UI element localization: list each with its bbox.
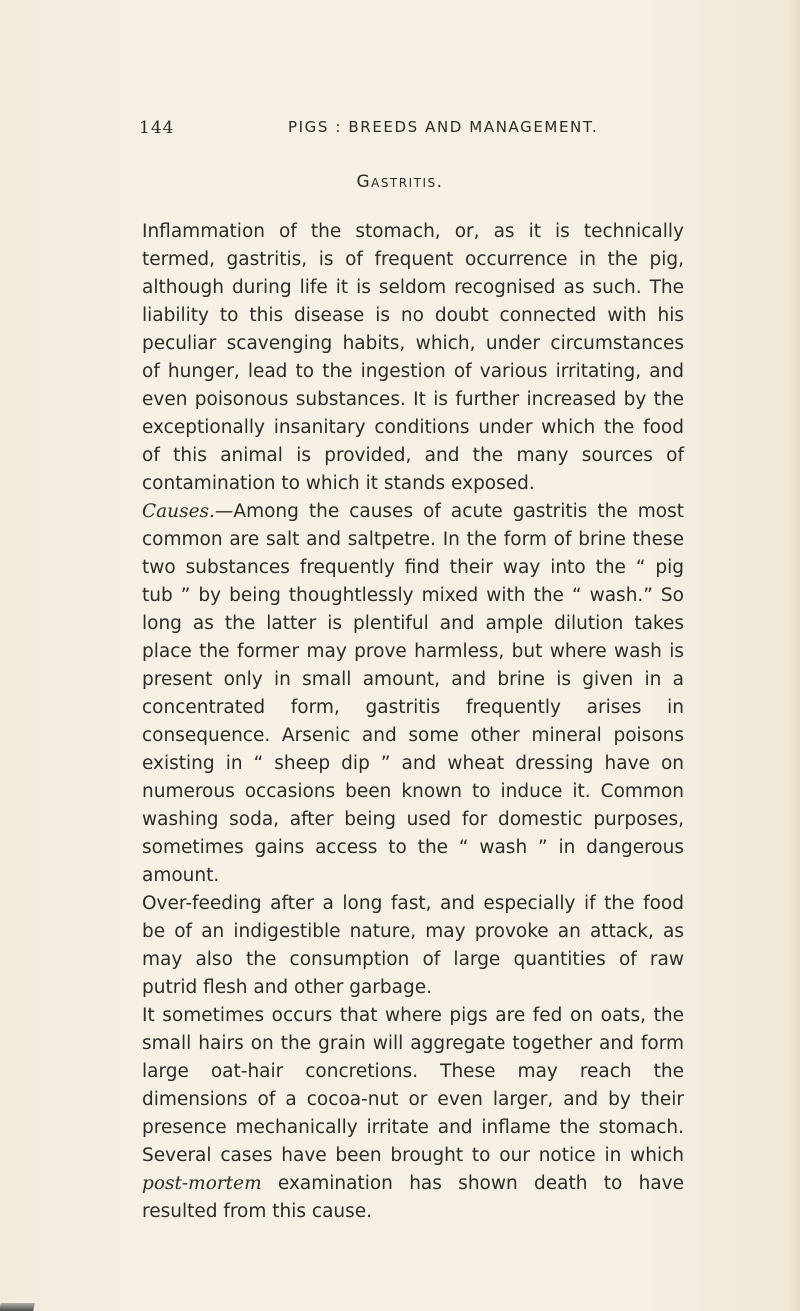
paragraph-text: Inflammation of the stomach, or, as it is technically termed, gastritis, is of frequent occurrence in the pig, although during life it is seldom recognised as such. The liability to this disease is no doubt connected with his peculiar scavenging habits, which, under circumstances of hunger, lead to the ingestion of various irritating, and even poisonous substances. It is further increased by the exceptionally insanitary conditions under which the food of this animal is provided, and the many sources of contamination to which it stands exposed.: [142, 221, 684, 494]
page-number: 144: [139, 118, 175, 138]
paragraph-text: —Among the causes of acute gastritis the most common are salt and saltpetre. In the form of brine these two substances frequently find their way into the “ pig tub ” by being thoughtlessly mixed with the “ wash.” So long as the latter is plentiful and ample dilution takes place the former may prove harmless, but where wash is present only in small amount, and brine is given in a concentrated form, gastritis frequently arises in consequence. Arsenic and some other mineral poisons existing in “ sheep dip ” and wheat dressing have on numerous occasions been known to induce it. Common washing soda, after being used for domestic purposes, sometimes gains access to the “ wash ” in dangerous amount.: [142, 501, 684, 886]
paragraph-text: Over-feeding after a long fast, and especially if the food be of an indigestible nature, may provoke an attack, as may also the consumption of large quantities of raw putrid flesh and other garbage.: [142, 893, 684, 998]
page-edge-shadow: [790, 0, 800, 1311]
paragraph: [142, 498, 684, 890]
paragraph: [142, 1002, 684, 1226]
running-title: PIGS : BREEDS AND MANAGEMENT.: [288, 118, 599, 136]
paragraph-text: examination has shown death to have resulted from this cause.: [142, 1173, 684, 1222]
section-title: Gastritis.: [356, 172, 444, 192]
running-head: [139, 118, 679, 140]
paragraph: [142, 218, 684, 498]
scan-corner-mark: [0, 1303, 35, 1311]
paragraph-text: It sometimes occurs that where pigs are fed on oats, the small hairs on the grain will aggregate together and form large oat-hair concretions. These may reach the dimensions of a cocoa-nut or even larger, and by their presence mechanically irritate and inflame the stomach. Several cases have been brought to our notice in which: [142, 1005, 684, 1166]
paragraph-emphasis: post-mortem: [142, 1173, 262, 1194]
paragraph: [142, 890, 684, 1002]
paragraph-lead-in: Causes.: [142, 501, 215, 522]
body-text: [142, 218, 684, 1226]
